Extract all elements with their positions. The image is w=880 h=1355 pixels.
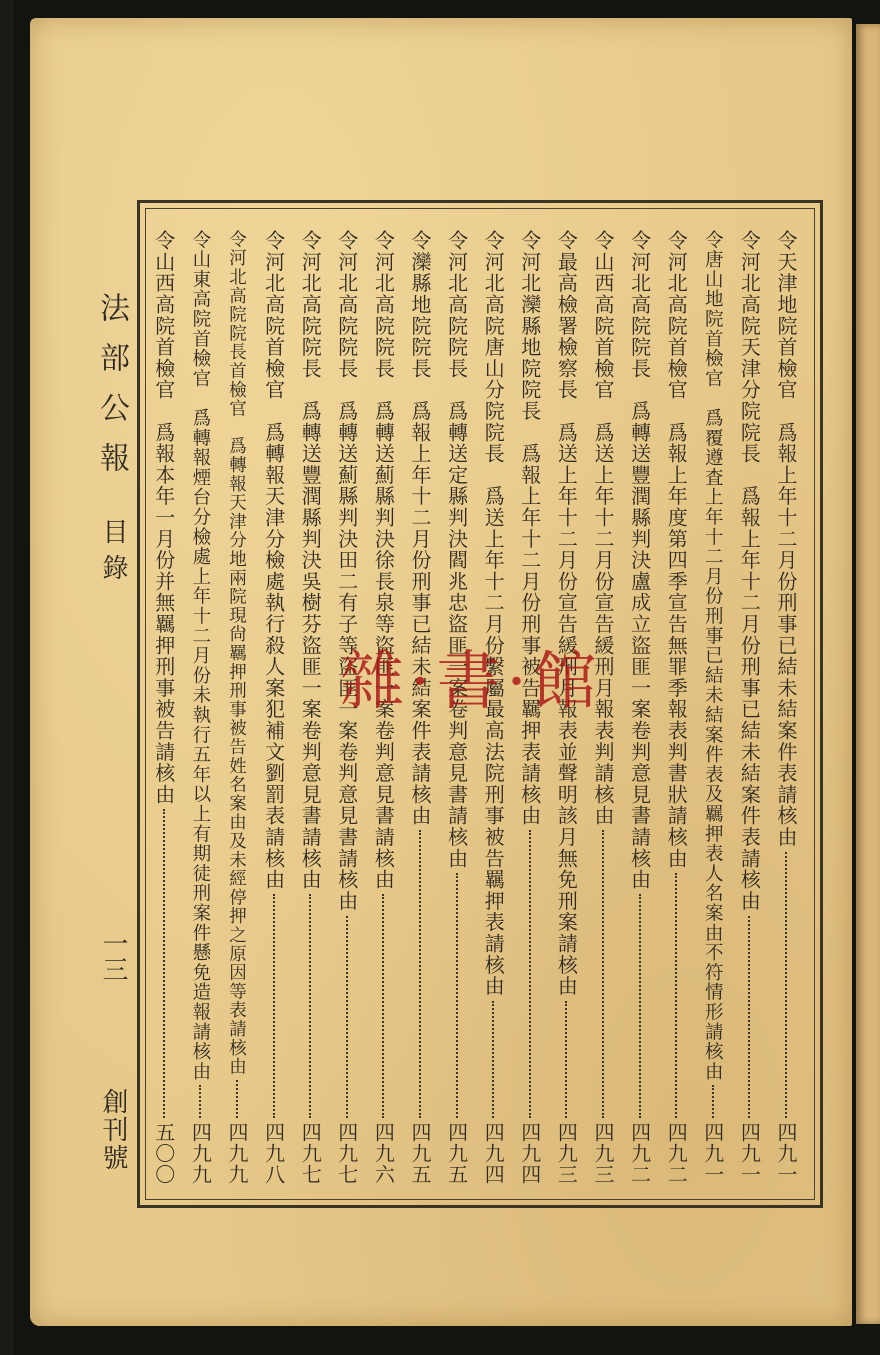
book-spine [0, 0, 14, 1355]
contents-entry-leader-dots [602, 830, 604, 1118]
contents-entry-leader-dots [419, 830, 421, 1118]
contents-entry-text: 令灤縣地院院長 爲報上年十二月份刑事已結未結案件表請核由 [408, 230, 432, 827]
contents-entry-text: 令山西高院首檢官 爲送上年十二月份宣告緩刑月報表判請核由 [591, 230, 615, 827]
contents-entry-text: 令天津地院首檢官 爲報上年十二月份刑事已結未結案件表請核由 [774, 230, 798, 848]
contents-entry-page: 四九一 [700, 1122, 725, 1185]
contents-entry-text: 令山西高院首檢官 爲報本年一月份并無羈押刑事被告請核由 [151, 230, 176, 806]
contents-entry-leader-dots [748, 916, 750, 1118]
contents-entry-page: 四九五 [408, 1122, 432, 1185]
contents-entry-text: 令河北高院院長 爲轉送豐潤縣判決盧成立盜匪一案卷判意見書請核由 [627, 230, 652, 891]
contents-entry-text: 令唐山地院首檢官 爲覆遵査上年十二月份刑事已結未結案件表及羈押表人名案由不符情形請核由 [702, 230, 724, 1082]
contents-entry-page: 四九四 [481, 1122, 506, 1185]
contents-entry-page: 四九八 [261, 1122, 286, 1185]
contents-entry-leader-dots [273, 894, 275, 1118]
adjacent-page-edge [856, 24, 880, 1324]
contents-entry-text: 令河北高院院長首檢官 爲轉報天津分地兩院現尙羈押刑事被告姓名案由及未經停押之原因等表請核由 [226, 230, 247, 1076]
contents-entry-leader-dots [236, 1080, 238, 1118]
contents-entry-page: 四九六 [371, 1122, 396, 1185]
contents-entry-page: 四九二 [627, 1122, 652, 1185]
contents-entry-leader-dots [199, 1085, 201, 1118]
contents-entry-leader-dots [712, 1085, 714, 1118]
contents-entry-leader-dots [163, 809, 165, 1118]
issue-label: 創刊號 [98, 1088, 128, 1172]
contents-entry-leader-dots [456, 873, 458, 1118]
contents-entry-leader-dots [382, 894, 384, 1118]
contents-entry-page: 五〇〇 [151, 1122, 176, 1185]
contents-entry-page: 四九三 [591, 1122, 615, 1185]
contents-entry-leader-dots [492, 1001, 494, 1118]
contents-entry-page: 四九四 [517, 1122, 542, 1185]
contents-entry-text: 令河北高院首檢官 爲轉報天津分檢處執行殺人案犯補文劉罰表請核由 [261, 230, 286, 891]
contents-entry-text: 令河北灤縣地院院長 爲報上年十二月份刑事被告羈押表請核由 [517, 230, 542, 827]
contents-entry-leader-dots [565, 1001, 567, 1118]
contents-entry-page: 四九三 [554, 1122, 579, 1185]
contents-entry-page: 四九二 [664, 1122, 689, 1185]
contents-entry-text: 令山東高院首檢官 爲轉報煙台分檢處上年十二月份未執行五年以上有期徒刑案件懸免造報請核由 [189, 230, 211, 1082]
contents-entry-text: 令河北高院首檢官 爲報上年度第四季宣告無罪季報表判書狀請核由 [664, 230, 689, 869]
contents-entry-leader-dots [309, 894, 311, 1118]
publication-title: 法部公報 [94, 292, 129, 492]
contents-entry-text: 令河北高院天津分院院長 爲報上年十二月份刑事已結未結案件表請核由 [737, 230, 762, 912]
contents-entry-page: 四九一 [737, 1122, 762, 1185]
contents-entry-page: 四九九 [188, 1122, 213, 1185]
contents-entry-page: 四九七 [334, 1122, 359, 1185]
contents-entry-text: 令河北高院院長 爲轉送定縣判決閻兆忠盜匪一案卷判意見書請核由 [444, 230, 469, 869]
contents-entry-text: 令河北高院院長 爲轉送薊縣判決田二有子等盜匪一案卷判意見書請核由 [334, 230, 359, 912]
contents-entry-page: 四九九 [225, 1122, 249, 1185]
contents-entry-leader-dots [529, 830, 531, 1118]
contents-entry-text: 令最高檢署檢察長 爲送上年十二月份宣告緩刑月報表並聲明該月無免刑案請核由 [554, 230, 579, 997]
contents-entry-text: 令河北高院唐山分院院長 爲送上年十二月份繫屬最高法院刑事被告羈押表請核由 [481, 230, 506, 997]
page-number: 一三 [98, 930, 128, 982]
contents-entry-page: 四九五 [444, 1122, 469, 1185]
contents-entry-text: 令河北高院院長 爲轉送薊縣判決徐長泉等盜匪一案卷判意見書請核由 [371, 230, 396, 891]
contents-entry-leader-dots [785, 852, 787, 1118]
contents-entry-text: 令河北高院院長 爲轉送豐潤縣判決吳樹芬盜匪一案卷判意見書請核由 [298, 230, 323, 891]
section-title: 目錄 [98, 518, 128, 590]
contents-entry-page: 四九七 [298, 1122, 323, 1185]
library-watermark-seal: 雜·書·館 [340, 645, 603, 719]
contents-entry-leader-dots [346, 916, 348, 1118]
contents-entry-leader-dots [675, 873, 677, 1118]
contents-entry-leader-dots [639, 894, 641, 1118]
contents-entry-page: 四九一 [774, 1122, 798, 1185]
